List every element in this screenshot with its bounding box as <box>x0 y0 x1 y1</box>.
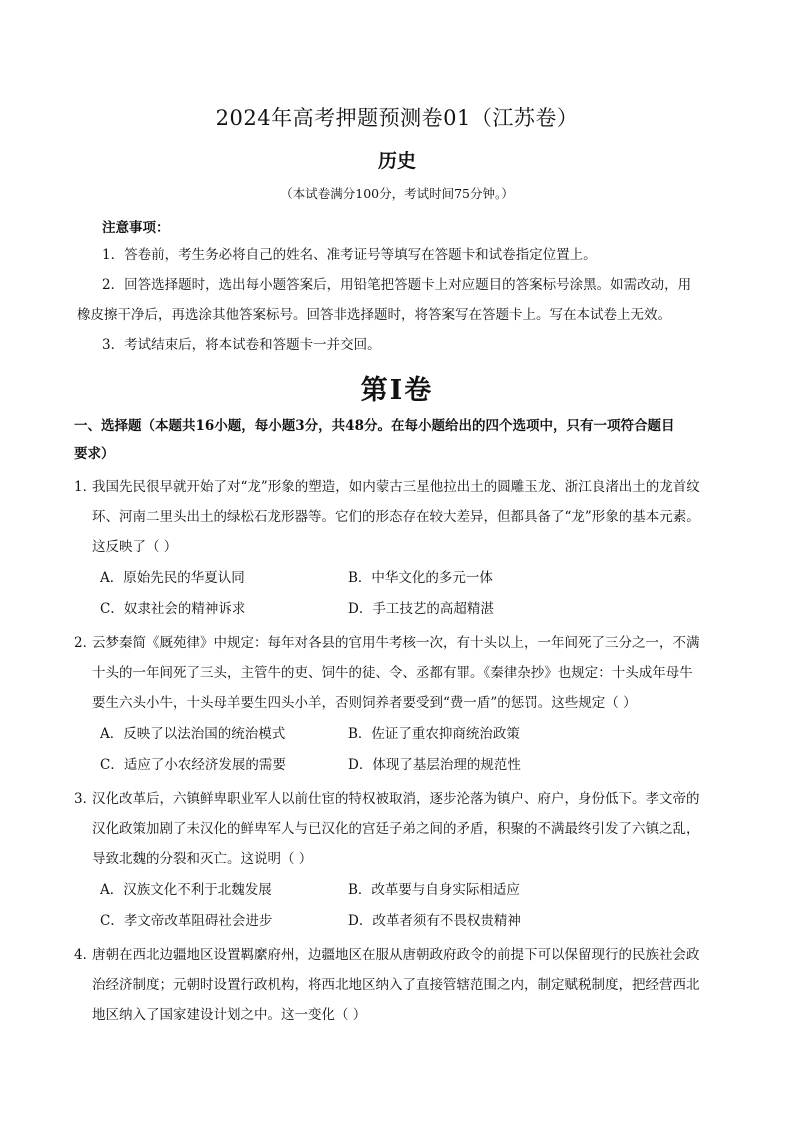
question-4 <box>74 940 734 1030</box>
question-line: 治经济制度；元朝时设置行政机构，将西北地区纳入了直接管辖范围之内，制定赋税制度，把经营西北 <box>92 977 700 993</box>
question-number: 4． <box>74 947 97 963</box>
attention-item: 2．回答选择题时，选出每小题答案后，用铅笔把答题卡上对应题目的答案标号涂黑。如需改动，用 <box>102 277 692 293</box>
attention-heading: 注意事项： <box>102 220 170 236</box>
exam-note: （本试卷满分100分，考试时间75分钟。） <box>280 186 514 201</box>
question-number: 2． <box>74 635 97 651</box>
question-2 <box>74 628 734 718</box>
question-line: 环、河南二里头出土的绿松石龙形器等。它们的形态存在较大差异，但都具备了“龙”形象的基本元素。 <box>92 509 700 525</box>
option-b[interactable]: B．佐证了重农抑商统治政策 <box>348 726 520 742</box>
part-title: 第Ⅰ卷 <box>360 375 434 406</box>
question-line: 这反映了（ ） <box>92 539 178 555</box>
option-b[interactable]: B．改革要与自身实际相适应 <box>348 882 520 898</box>
section-heading-line: 要求） <box>74 446 115 462</box>
attention-item: 1．答卷前，考生务必将自己的姓名、准考证号等填写在答题卡和试卷指定位置上。 <box>102 247 597 263</box>
question-2-options <box>100 719 720 781</box>
question-line: 导致北魏的分裂和灭亡。这说明（ ） <box>92 851 313 867</box>
option-a[interactable]: A．汉族文化不利于北魏发展 <box>100 882 272 898</box>
question-line: 汉化政策加剧了未汉化的鲜卑军人与已汉化的宫廷子弟之间的矛盾，积聚的不满最终引发了六镇之乱， <box>92 821 700 837</box>
subject-title: 历史 <box>377 150 416 172</box>
question-1-options <box>100 563 720 625</box>
question-line: 云梦秦简《厩苑律》中规定：每年对各县的官用牛考核一次，有十头以上，一年间死了三分之一，不满 <box>92 635 700 651</box>
question-1 <box>74 472 734 562</box>
attention-list <box>77 240 727 360</box>
exam-title: 2024年高考押题预测卷01（江苏卷） <box>215 106 579 130</box>
section-heading-line: 一、选择题（本题共16小题，每小题3分，共48分。在每小题给出的四个选项中，只有一项符合题目 <box>74 418 675 434</box>
question-line: 要生六头小牛，十头母羊要生四头小羊，否则饲养者要受到“费一盾”的惩罚。这些规定（ ） <box>92 695 637 711</box>
option-c[interactable]: C．适应了小农经济发展的需要 <box>100 757 286 773</box>
question-line: 十头的一年间死了三头，主管牛的吏、饲牛的徒、令、丞都有罪。《秦律杂抄》也规定：十头成年母牛 <box>92 665 693 681</box>
question-line: 地区纳入了国家建设计划之中。这一变化（ ） <box>92 1007 367 1023</box>
question-line: 唐朝在西北边疆地区设置羁縻府州，边疆地区在服从唐朝政府政令的前提下可以保留现行的民族社会政 <box>92 947 700 963</box>
attention-item: 橡皮擦干净后，再选涂其他答案标号。回答非选择题时，将答案写在答题卡上。写在本试卷上无效。 <box>77 307 671 323</box>
question-number: 1． <box>74 479 97 495</box>
option-d[interactable]: D．手工技艺的高超精湛 <box>348 601 494 617</box>
question-3-options <box>100 875 720 937</box>
question-line: 我国先民很早就开始了对“龙”形象的塑造，如内蒙古三星他拉出土的圆雕玉龙、浙江良渚出土的龙首纹 <box>92 479 700 495</box>
question-number: 3． <box>74 791 97 807</box>
attention-item: 3．考试结束后，将本试卷和答题卡一并交回。 <box>102 337 381 353</box>
question-3 <box>74 784 734 874</box>
option-d[interactable]: D．改革者须有不畏权贵精神 <box>348 913 521 929</box>
option-c[interactable]: C．奴隶社会的精神诉求 <box>100 601 246 617</box>
option-d[interactable]: D．体现了基层治理的规范性 <box>348 757 521 773</box>
option-b[interactable]: B．中华文化的多元一体 <box>348 570 493 586</box>
option-a[interactable]: A．原始先民的华夏认同 <box>100 570 245 586</box>
option-a[interactable]: A．反映了以法治国的统治模式 <box>100 726 286 742</box>
question-line: 汉化改革后，六镇鲜卑职业军人以前仕宦的特权被取消，逐步沦落为镇户、府户，身份低下。孝文帝的 <box>92 791 700 807</box>
option-c[interactable]: C．孝文帝改革阻碍社会进步 <box>100 913 273 929</box>
section-heading <box>74 412 734 468</box>
